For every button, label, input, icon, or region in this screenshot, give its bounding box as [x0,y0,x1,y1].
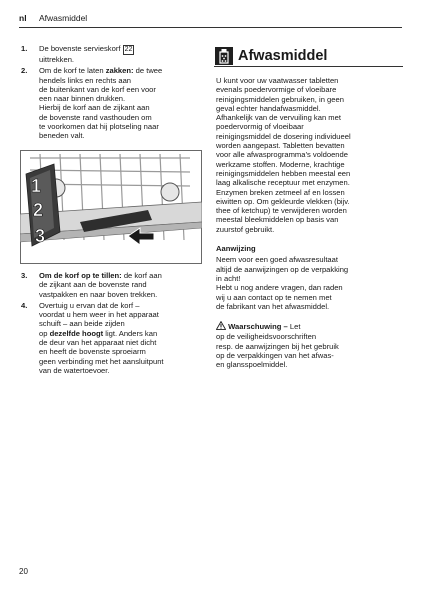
steps-top [21,44,206,141]
figure-label-2: 2 [33,200,44,220]
section-heading [214,46,403,67]
step-3: 3. Om de korf op te tillen: de korf aan de zijkant aan de bovenste rand vastpakken en naar boven trekken. [21,271,162,299]
header-divider [19,27,402,28]
warning-icon [216,321,226,332]
basket-key-box: 22 [124,46,133,53]
warning-label: Waarschuwing – [228,322,288,332]
figure-label-1: 1 [31,176,42,196]
step-2: 2. Om de korf te laten zakken: de twee hendels links en rechts aan de buitenkant van de korf een voor een naar binnen drukken. Hierbij de korf aan de zijkant aan de bovenste rand vasthouden om te voorkomen dat hij plotseling naar beneden valt. [21,66,163,141]
basket-height-illustration [20,150,202,264]
step-number: 3. [21,271,28,280]
step-number: 1. [21,44,28,53]
steps-bottom [21,271,206,375]
step-number: 2. [21,66,28,76]
figure-label-3: 3 [35,226,46,246]
header-language: nl [19,13,27,23]
section-title: Afwasmiddel [238,48,328,64]
warning-paragraph: Waarschuwing – Let op de veiligheidsvoorschriften resp. de aanwijzingen bij het gebruik op de verpakkingen van het afwas- en glansspoelmiddel. [216,322,339,370]
intro-paragraph: U kunt voor uw vaatwasser tabletten evenals poedervormige of vloeibare reinigingsmiddelen gebruiken, in geen geval echter handafwasmiddel. Afhankelijk van de vervuiling kan met poedervormig of vloeibaar reinigingsmiddel de dosering individueel worden aangepast. Tabletten bevatten voor alle afwasprogramma’s voldoende werkzame stoffen. Moderne, krachtige reinigingsmiddelen hebben meestal een laag alkalische receptuur met enzymen. Enzymen breken zetmeel af en lossen eiwitten op. Om gekleurde vlekken (bijv. thee of ketchup) te verwijderen worden meestal bleekmiddelen op basis van zuurstof gebruikt. [216,76,351,234]
step-1: 1. De bovenste servieskorf 22 uittrekken. [21,44,133,64]
detergent-text [216,76,404,370]
page-number: 20 [19,567,28,576]
note-heading: Aanwijzing [216,244,256,254]
header-chapter-title: Afwasmiddel [39,13,88,23]
section-divider [214,66,403,67]
note-paragraph: Neem voor een goed afwasresultaat altijd de aanwijzingen op de verpakking in acht! Hebt u nog andere vragen, dan raden wij u aan contact op te nemen met de fabrikant van het afwasmiddel. [216,255,349,311]
step-number: 4. [21,300,28,310]
step-4: 4. Overtuig u ervan dat de korf – voordat u hem weer in het apparaat schuift – aan beide zijden op dezelfde hoogt ligt. Anders kan de deur van het apparaat niet dicht en heeft de bovenste sproeiarm geen verbinding met het aansluitpunt van de watertoevoer. [21,300,164,375]
detergent-icon [215,47,233,65]
